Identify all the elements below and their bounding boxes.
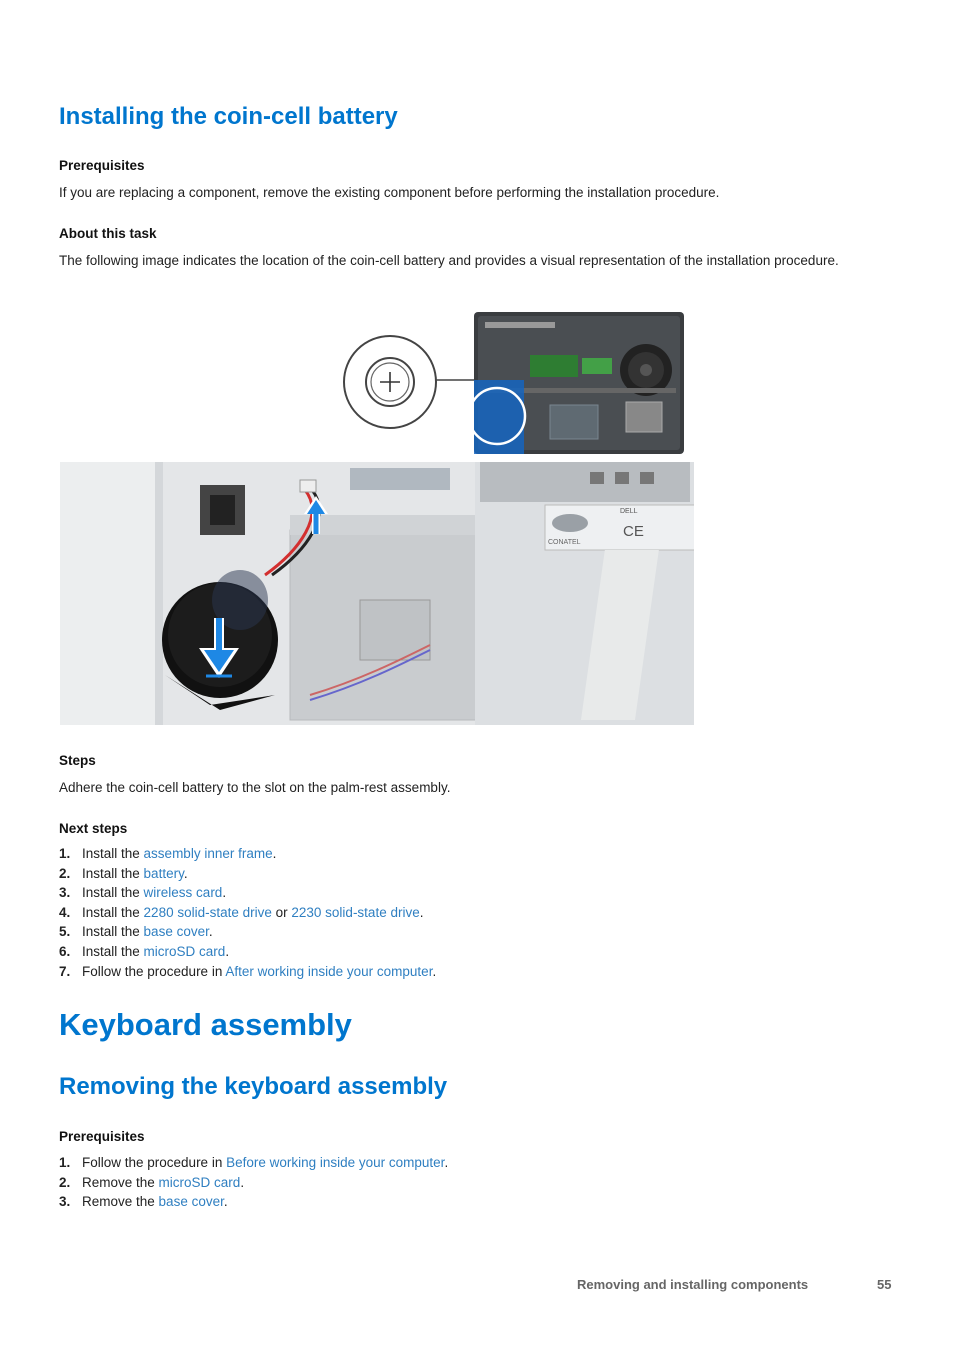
link-microsd-card[interactable]: microSD card bbox=[143, 943, 226, 959]
link-wireless-card[interactable]: wireless card bbox=[143, 885, 223, 901]
prerequisites-list bbox=[59, 1153, 448, 1212]
list-item: 1. Follow the procedure in Before working inside your computer. bbox=[59, 1155, 449, 1170]
list-item: 1. Install the assembly inner frame. bbox=[59, 846, 277, 861]
next-steps-heading: Next steps bbox=[59, 821, 128, 836]
link-before-working-inside[interactable]: Before working inside your computer bbox=[226, 1155, 445, 1170]
next-steps-list bbox=[59, 844, 436, 981]
link-2230-ssd[interactable]: 2230 solid-state drive bbox=[291, 904, 420, 920]
coin-cell-illustration bbox=[60, 300, 694, 725]
link-after-working-inside[interactable]: After working inside your computer bbox=[225, 963, 433, 979]
list-item: 4. Install the 2280 solid-state drive or 2230 solid-state drive. bbox=[59, 904, 424, 920]
steps-heading: Steps bbox=[59, 753, 96, 768]
list-item: 6. Install the microSD card. bbox=[59, 943, 230, 959]
subsection-title-removing-keyboard: Removing the keyboard assembly bbox=[59, 1073, 448, 1100]
section-title-keyboard-assembly: Keyboard assembly bbox=[59, 1007, 352, 1042]
link-assembly-inner-frame[interactable]: assembly inner frame bbox=[143, 846, 273, 861]
steps-text: Adhere the coin-cell battery to the slot on the palm-rest assembly. bbox=[59, 780, 451, 795]
link-battery[interactable]: battery bbox=[143, 865, 184, 881]
list-item: 3. Remove the base cover. bbox=[59, 1194, 228, 1210]
section-title-coin-cell: Installing the coin-cell battery bbox=[59, 103, 398, 130]
prerequisites-heading: Prerequisites bbox=[59, 158, 145, 173]
link-2280-ssd[interactable]: 2280 solid-state drive bbox=[143, 904, 272, 920]
laptop-overview-image bbox=[469, 312, 684, 454]
about-task-heading: About this task bbox=[59, 226, 157, 241]
list-item: 3. Install the wireless card. bbox=[59, 885, 227, 901]
svg-text:CONATEL: CONATEL bbox=[548, 539, 581, 546]
footer-section-name: Removing and installing components bbox=[577, 1277, 809, 1292]
list-item: 7. Follow the procedure in After working inside your computer. bbox=[59, 963, 437, 979]
list-item: 2. Remove the microSD card. bbox=[59, 1174, 245, 1190]
svg-text:DELL: DELL bbox=[620, 508, 638, 515]
link-base-cover-2[interactable]: base cover bbox=[158, 1194, 224, 1210]
coin-cell-detail-image bbox=[60, 462, 694, 725]
link-base-cover[interactable]: base cover bbox=[143, 924, 209, 940]
list-item: 2. Install the battery. bbox=[59, 865, 188, 881]
svg-text:CE: CE bbox=[623, 523, 644, 540]
prerequisites-heading-2: Prerequisites bbox=[59, 1129, 145, 1144]
footer-page-number: 55 bbox=[877, 1277, 892, 1292]
list-item: 5. Install the base cover. bbox=[59, 924, 213, 940]
link-microsd-card-2[interactable]: microSD card bbox=[158, 1174, 241, 1190]
about-task-text: The following image indicates the location of the coin-cell battery and provides a visual representation of the installation procedure. bbox=[59, 253, 839, 268]
prerequisites-text: If you are replacing a component, remove the existing component before performing the installation procedure. bbox=[59, 185, 720, 200]
